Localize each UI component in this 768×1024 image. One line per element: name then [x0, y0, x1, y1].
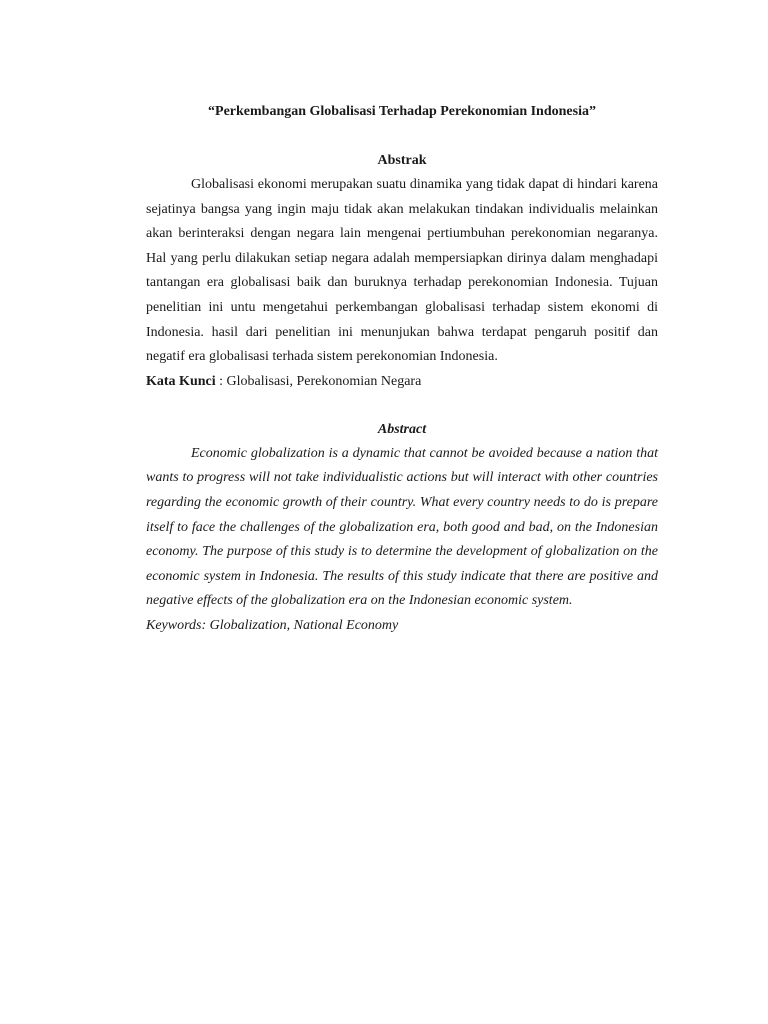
- abstract-heading: Abstract: [377, 421, 427, 437]
- abstrak-paragraph: Globalisasi ekonomi merupakan suatu dinamika yang tidak dapat di hindari karena sejatinya bangsa yang ingin maju tidak akan melakukan tindakan individualis melainkan akan berinteraksi dengan negara lain mengenai pertiumbuhan perekonomian negaranya. Hal yang perlu dilakukan setiap negara adalah mempersiapkan dirinya dalam menghadapi tantangan era globalisasi baik dan buruknya terhadap perekonomian Indonesia. Tujuan penelitian ini untu mengetahui perkembangan globalisasi terhadap sistem ekonomi di Indonesia. hasil dari penelitian ini menunjukan bahwa terdapat pengaruh positif dan negatif era globalisasi terhada sistem perekonomian Indonesia.: [146, 177, 658, 365]
- kata-kunci-label: Kata Kunci: [146, 373, 216, 389]
- keywords-line: Keywords: Globalization, National Economy: [146, 617, 399, 633]
- kata-kunci-text: : Globalisasi, Perekonomian Negara: [215, 373, 422, 389]
- kata-kunci-line: [146, 370, 658, 394]
- abstract-paragraph: Economic globalization is a dynamic that cannot be avoided because a nation that wants to progress will not take individualistic actions but will interact with other countries regarding the economic growth of their country. What every country needs to do is prepare itself to face the challenges of the globalization era, both good and bad, on the Indonesian economy. The purpose of this study is to determine the development of globalization on the economic system in Indonesia. The results of this study indicate that there are positive and negative effects of the globalization era on the Indonesian economic system.: [146, 445, 658, 609]
- abstrak-heading: Abstrak: [377, 153, 427, 168]
- document-title: “Perkembangan Globalisasi Terhadap Perekonomian Indonesia”: [208, 104, 596, 119]
- document-content: [146, 100, 658, 638]
